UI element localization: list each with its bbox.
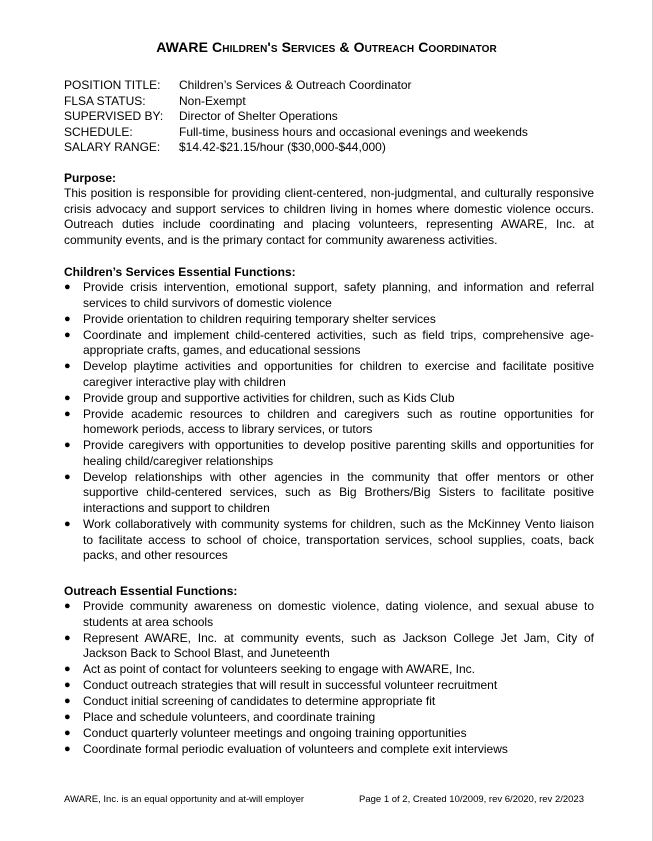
- list-item-text: Provide academic resources to children and caregivers such as routine opportunities for homework periods, access to library services, or tutors: [83, 406, 594, 437]
- bullet-icon: ●: [64, 407, 71, 420]
- info-row: [64, 109, 528, 125]
- document-title: [0, 39, 653, 55]
- list-item-text: Provide group and supportive activities for children, such as Kids Club: [83, 390, 455, 405]
- list-item: [64, 599, 594, 630]
- outreach-functions-list: [64, 599, 594, 758]
- section-heading: Outreach Essential Functions:: [64, 584, 238, 598]
- list-item-text: Represent AWARE, Inc. at community events, such as Jackson College Jet Jam, City of Jackson Back to School Blast, and Juneteenth: [83, 630, 594, 661]
- bullet-icon: ●: [64, 518, 71, 531]
- list-item-text: Provide orientation to children requiring temporary shelter services: [83, 311, 436, 326]
- list-item: [64, 438, 594, 469]
- list-item-text: Coordinate formal periodic evaluation of volunteers and complete exit interviews: [83, 742, 508, 757]
- info-label: POSITION TITLE:: [64, 78, 161, 92]
- list-item-text: Coordinate and implement child-centered activities, such as field trips, comprehensive age-appropriate crafts, games, and educational sessions: [83, 327, 594, 358]
- list-item-text: Provide community awareness on domestic violence, dating violence, and sexual abuse to students at area schools: [83, 599, 594, 629]
- list-item: [64, 726, 594, 742]
- list-item: [64, 694, 594, 710]
- childrens-functions-list: [64, 280, 594, 564]
- list-item-text: Place and schedule volunteers, and coordinate training: [83, 710, 376, 725]
- list-item: [64, 328, 594, 359]
- list-item-text: Develop relationships with other agencies in the community that offer mentors or other supportive child-centered services, such as Big Brothers/Big Sisters to facilitate positive interactions and support to children: [83, 469, 594, 516]
- bullet-icon: ●: [64, 360, 71, 373]
- info-value: Director of Shelter Operations: [179, 109, 338, 124]
- bullet-icon: ●: [64, 743, 71, 756]
- bullet-icon: ●: [64, 711, 71, 724]
- bullet-icon: ●: [64, 679, 71, 692]
- list-item-text: Work collaboratively with community systems for children, such as the McKinney Vento liaison to facilitate access to school of choice, transportation services, school supplies, coats, back packs, and other resources: [83, 517, 594, 563]
- list-item: [64, 280, 594, 311]
- info-row: [64, 125, 528, 141]
- position-info-block: [64, 78, 528, 156]
- info-label: SCHEDULE:: [64, 124, 133, 139]
- childrens-functions-section: [64, 264, 594, 564]
- list-item-text: Conduct initial screening of candidates to determine appropriate fit: [83, 694, 436, 709]
- info-row: [64, 94, 528, 110]
- list-item-text: Develop playtime activities and opportunities for children to exercise and facilitate positive caregiver interactive play with children: [83, 359, 594, 389]
- footer-employer-note: AWARE, Inc. is an equal opportunity and at-will employer: [64, 794, 305, 805]
- footer-page-info: Page 1 of 2, Created 10/2009, rev 6/2020, rev 2/2023: [359, 794, 584, 805]
- list-item: [64, 359, 594, 390]
- list-item-text: Conduct outreach strategies that will result in successful volunteer recruitment: [83, 678, 498, 693]
- bullet-icon: ●: [64, 727, 71, 740]
- info-label: FLSA STATUS:: [64, 93, 146, 108]
- bullet-icon: ●: [64, 328, 71, 341]
- list-item: [64, 662, 594, 678]
- info-value: $14.42-$21.15/hour ($30,000-$44,000): [179, 140, 386, 155]
- list-item: [64, 710, 594, 726]
- list-item-text: Conduct quarterly volunteer meetings and ongoing training opportunities: [83, 726, 467, 741]
- list-item: [64, 470, 594, 517]
- title-text: Children's Services & Outreach Coordinator: [212, 39, 497, 55]
- info-row: [64, 78, 528, 94]
- bullet-icon: ●: [64, 391, 71, 404]
- bullet-icon: ●: [64, 600, 71, 612]
- bullet-icon: ●: [64, 281, 71, 293]
- list-item-text: Provide crisis intervention, emotional support, safety planning, and information and referral services to child survivors of domestic violence: [83, 280, 594, 310]
- info-value: Children’s Services & Outreach Coordinator: [179, 78, 412, 92]
- info-value: Full-time, business hours and occasional evenings and weekends: [179, 124, 528, 139]
- list-item-text: Act as point of contact for volunteers seeking to engage with AWARE, Inc.: [83, 662, 475, 677]
- info-value: Non-Exempt: [179, 93, 246, 108]
- title-brand: AWARE: [156, 39, 209, 55]
- list-item: [64, 631, 594, 662]
- section-heading: Purpose:: [64, 171, 117, 185]
- outreach-functions-section: [64, 583, 594, 758]
- list-item: [64, 391, 594, 407]
- bullet-icon: ●: [64, 663, 71, 676]
- bullet-icon: ●: [64, 312, 71, 325]
- bullet-icon: ●: [64, 439, 71, 452]
- info-label: SALARY RANGE:: [64, 140, 161, 155]
- list-item: [64, 407, 594, 438]
- list-item: [64, 742, 594, 758]
- info-row: [64, 140, 528, 156]
- list-item: [64, 312, 594, 328]
- bullet-icon: ●: [64, 695, 71, 708]
- purpose-text: This position is responsible for providing client-centered, non-judgmental, and culturally responsive crisis advocacy and support services to children living in homes where domestic violence occurs. Outreach duties include coordinating and placing volunteers, representing AWARE, Inc. at community events, and is the primary contact for community awareness activities.: [64, 186, 594, 247]
- list-item-text: Provide caregivers with opportunities to develop positive parenting skills and opportunities for healing child/caregiver relationships: [83, 438, 594, 468]
- section-heading: Children’s Services Essential Functions:: [64, 265, 296, 279]
- bullet-icon: ●: [64, 470, 71, 483]
- list-item: [64, 517, 594, 564]
- info-label: SUPERVISED BY:: [64, 109, 164, 124]
- bullet-icon: ●: [64, 631, 71, 644]
- list-item: [64, 678, 594, 694]
- purpose-section: [64, 170, 594, 248]
